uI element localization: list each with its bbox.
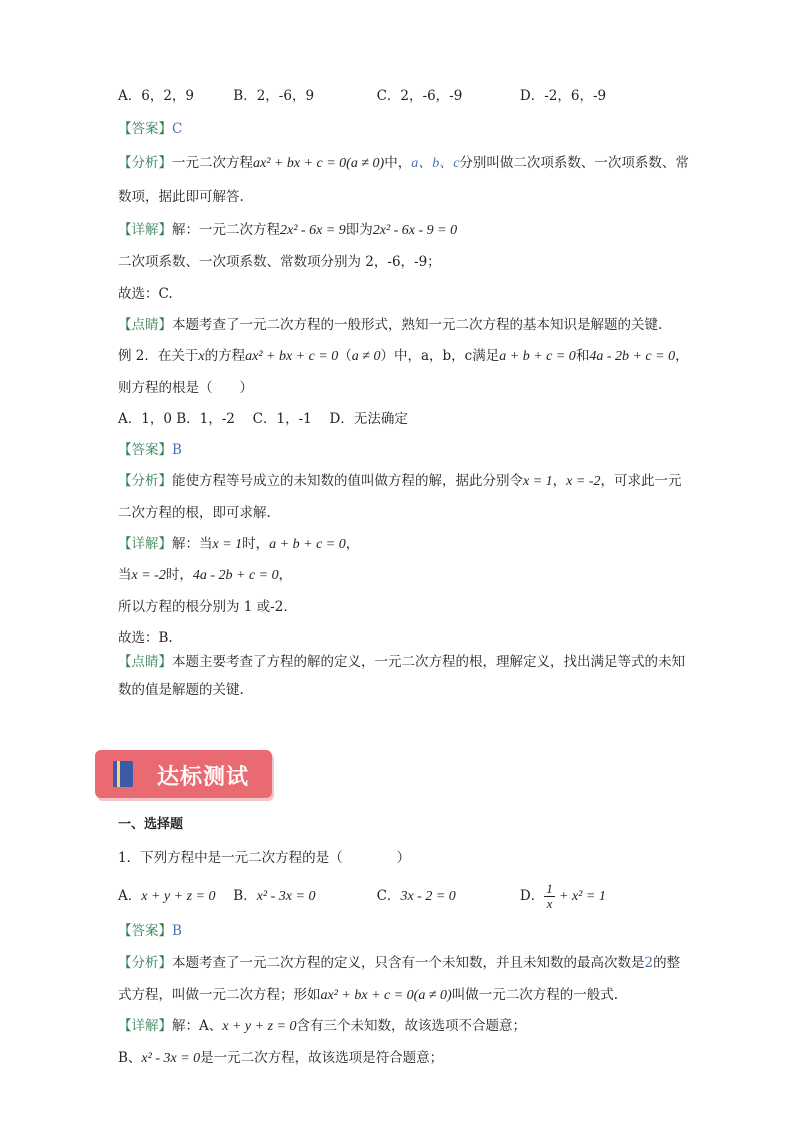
q1-detail-line2: B、x² - 3x = 0是一元二次方程，故该选项是符合题意；: [118, 1050, 444, 1066]
example2-analysis-line2: 二次方程的根，即可求解.: [118, 505, 271, 521]
prev-analysis-line2: 数项，据此即可解答.: [118, 189, 244, 205]
q1-answer: 【答案】B: [118, 923, 182, 939]
q1-analysis-line1: 【分析】本题考查了一元二次方程的定义，只含有一个未知数，并且未知数的最高次数是2的整: [118, 955, 681, 971]
answer-label: 【答案】: [118, 923, 172, 939]
prev-option-b: B．2，-6，9: [233, 88, 315, 104]
detail-label: 【详解】: [118, 222, 172, 238]
prev-option-a: A．6，2，9: [118, 88, 195, 104]
example2-answer: 【答案】B: [118, 442, 182, 458]
comment-label: 【点睛】: [118, 317, 172, 333]
prev-option-c: C．2，-6，-9: [376, 88, 463, 104]
example2-stem-line1: 例 2．在关于x的方程ax² + bx + c = 0（a ≠ 0）中，a，b，c满足a + b + c = 0和4a - 2b + c = 0，: [118, 348, 689, 364]
answer-label: 【答案】: [118, 442, 172, 458]
comment-label: 【点睛】: [118, 654, 172, 670]
example2-comment-line1: 【点睛】本题主要考查了方程的解的定义，一元二次方程的根，理解定义，找出满足等式的未知: [118, 654, 685, 670]
example2-detail-line3: 所以方程的根分别为 1 或-2．: [118, 599, 297, 615]
example2-comment-line2: 数的值是解题的关键.: [118, 682, 244, 698]
q1-option-d: D． $\frac{1}{x}$ + x² = 1: [519, 881, 606, 911]
prev-choose: 故选：C.: [118, 286, 173, 302]
q1-option-c: C．3x - 2 = 0: [376, 888, 456, 904]
answer-label: 【答案】: [118, 121, 172, 137]
example2-choose: 故选：B.: [118, 630, 173, 646]
detail-label: 【详解】: [118, 536, 172, 552]
section-banner: [95, 750, 272, 798]
fraction: $\frac{1}{x}$: [546, 881, 553, 911]
prev-comment: 【点睛】本题考查了一元二次方程的一般形式，熟知一元二次方程的基本知识是解题的关键.: [118, 317, 663, 333]
example2-analysis-line1: 【分析】能使方程等号成立的未知数的值叫做方程的解，据此分别令x = 1，x = -2，可求此一元: [118, 473, 682, 489]
example2-detail-line2: 当x = -2时，4a - 2b + c = 0，: [118, 567, 293, 583]
example2-options: A．1，0 B．1，-2 C．1，-1 D．无法确定: [118, 411, 408, 427]
section-title: 一、选择题: [118, 817, 184, 832]
q1-stem: 1．下列方程中是一元二次方程的是（ ）: [118, 850, 411, 866]
prev-detail-line2: 二次项系数、一次项系数、常数项分别为 2，-6，-9；: [118, 254, 441, 270]
q1-detail-line1: 【详解】解：A、x + y + z = 0含有三个未知数，故该选项不合题意；: [118, 1018, 526, 1034]
banner-title: 达标测试: [157, 765, 250, 790]
q1-option-a: A．x + y + z = 0: [118, 888, 216, 904]
book-icon: [113, 761, 133, 787]
prev-detail-line1: 【详解】解：一元二次方程2x² - 6x = 9即为2x² - 6x - 9 = 0: [118, 222, 458, 238]
q1-options: [118, 882, 606, 911]
prev-options-row: [118, 84, 606, 104]
prev-option-d: D．-2，6，-9: [519, 88, 607, 104]
analysis-label: 【分析】: [118, 155, 172, 171]
detail-label: 【详解】: [118, 1018, 172, 1034]
example2-stem-line2: 则方程的根是（ ）: [118, 380, 253, 396]
example2-detail-line1: 【详解】解：当x = 1时，a + b + c = 0，: [118, 536, 360, 552]
q1-analysis-line2: 式方程，叫做一元二次方程；形如ax² + bx + c = 0(a ≠ 0)叫做一元二次方程的一般式.: [118, 987, 618, 1003]
q1-option-b: B．x² - 3x = 0: [233, 888, 316, 904]
prev-analysis-line1: 【分析】一元二次方程ax² + bx + c = 0(a ≠ 0)中，a、b、c分别叫做二次项系数、一次项系数、常: [118, 155, 689, 171]
analysis-label: 【分析】: [118, 955, 172, 971]
prev-answer: 【答案】C: [118, 121, 183, 137]
analysis-label: 【分析】: [118, 473, 172, 489]
